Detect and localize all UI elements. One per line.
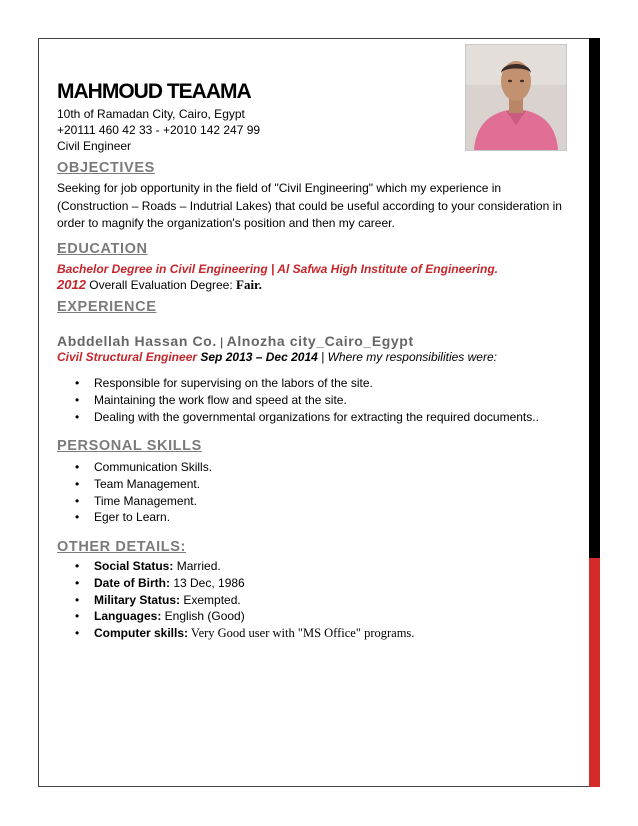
list-item: • Dealing with the governmental organizations for extracting the required documents.. bbox=[75, 409, 539, 426]
list-item: • Team Management. bbox=[75, 476, 212, 493]
detail-label: Military Status: bbox=[94, 592, 181, 607]
contact-block bbox=[57, 106, 260, 154]
detail-label: Social Status: bbox=[94, 559, 174, 573]
education-heading: EDUCATION bbox=[57, 241, 148, 257]
list-item: • Maintaining the work flow and speed at the site. bbox=[75, 392, 539, 409]
other-details-list bbox=[75, 558, 414, 642]
grade-label: Overall Evaluation Degree: bbox=[85, 278, 236, 292]
role-tail: | Where my responsibilities were: bbox=[317, 350, 497, 364]
list-item: • Eger to Learn. bbox=[75, 509, 212, 526]
list-item: • Communication Skills. bbox=[75, 459, 212, 476]
duties-list bbox=[75, 375, 539, 425]
degree-line: Bachelor Degree in Civil Engineering | Al Safwa High Institute of Engineering. bbox=[57, 262, 498, 276]
list-item bbox=[75, 558, 414, 575]
grade-line bbox=[57, 277, 569, 293]
profile-photo bbox=[465, 44, 567, 151]
graduation-year: 2012 bbox=[57, 277, 86, 292]
detail-value: Married. bbox=[173, 559, 221, 573]
candidate-name: MAHMOUD TEAAMA bbox=[57, 80, 251, 103]
objectives-heading: OBJECTIVES bbox=[57, 160, 155, 176]
detail-value: 13 Dec, 1986 bbox=[170, 575, 245, 590]
role-title: Civil Structural Engineer bbox=[57, 350, 198, 364]
list-item bbox=[75, 608, 414, 625]
list-item bbox=[75, 575, 414, 592]
phone-numbers: +20111 460 42 33 - +2010 142 247 99 bbox=[57, 123, 261, 137]
company-line bbox=[57, 333, 414, 349]
side-bar-red bbox=[589, 558, 600, 787]
side-bar-black bbox=[589, 38, 600, 558]
other-details-heading: OTHER DETAILS: bbox=[57, 539, 186, 555]
company-separator: | bbox=[216, 335, 227, 349]
skills-heading: PERSONAL SKILLS bbox=[57, 438, 202, 454]
address: 10th of Ramadan City, Cairo, Egypt bbox=[57, 107, 245, 121]
objectives-text: Seeking for job opportunity in the field of "Civil Engineering" which my experience in (Construction – Roads – Indutrial Lakes) that could be useful according to your consideration in order to magnify the organization's position and then my career. bbox=[57, 181, 562, 230]
detail-value: Exempted. bbox=[180, 592, 241, 607]
company-location: Alnozha city_Cairo_Egypt bbox=[226, 333, 414, 349]
detail-value: English (Good) bbox=[161, 609, 245, 624]
detail-label: Date of Birth: bbox=[94, 575, 170, 590]
role-period: Sep 2013 – Dec 2014 bbox=[197, 350, 318, 364]
list-item: • Time Management. bbox=[75, 493, 212, 510]
list-item: • Responsible for supervising on the labors of the site. bbox=[75, 375, 539, 392]
grade-value: Fair. bbox=[236, 277, 262, 292]
detail-value: Very Good user with "MS Office" programs. bbox=[188, 626, 415, 641]
experience-heading: EXPERIENCE bbox=[57, 299, 157, 315]
job-title: Civil Engineer bbox=[57, 139, 132, 153]
detail-label: Languages: bbox=[94, 609, 162, 624]
list-item bbox=[75, 592, 414, 609]
skills-list bbox=[75, 459, 212, 526]
list-item bbox=[75, 625, 414, 642]
company-name: Abddellah Hassan Co. bbox=[57, 333, 217, 349]
detail-label: Computer skills: bbox=[94, 626, 189, 641]
role-line bbox=[57, 350, 497, 364]
education-block bbox=[57, 261, 569, 293]
